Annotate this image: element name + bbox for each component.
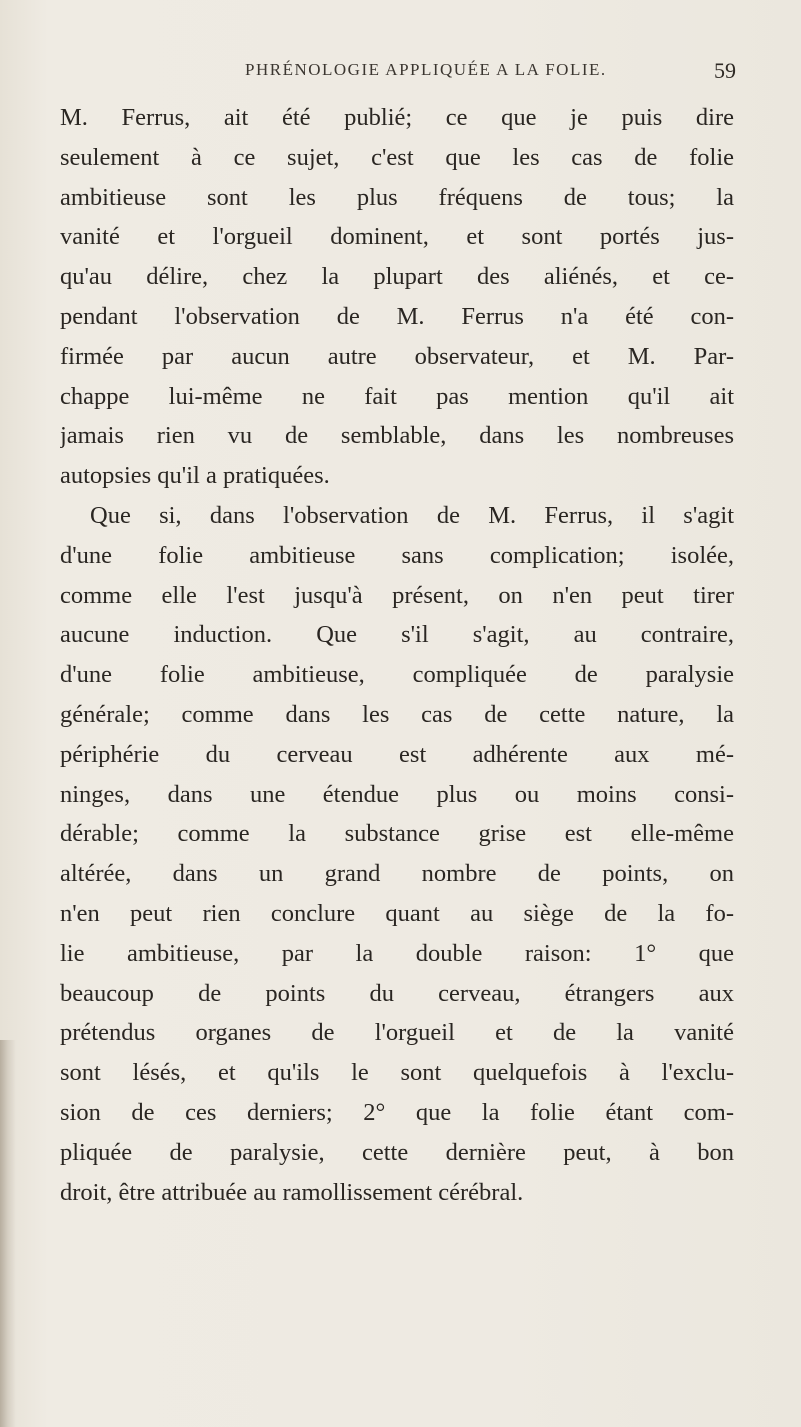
text-line: pendant l'observation de M. Ferrus n'a été con- [60, 302, 734, 330]
paragraph-end-line: autopsies qu'il a pratiquées. [60, 462, 330, 490]
text-line: générale; comme dans les cas de cette nature, la [60, 700, 734, 728]
text-line: aucune induction. Que s'il s'agit, au contraire, [60, 621, 734, 649]
paragraph-start-line: Que si, dans l'observation de M. Ferrus, il s'agit [90, 501, 734, 529]
text-line: ninges, dans une étendue plus ou moins consi- [60, 780, 734, 808]
text-line: dérable; comme la substance grise est elle-même [60, 820, 734, 848]
text-line: d'une folie ambitieuse sans complication; isolée, [60, 541, 734, 569]
text-line: M. Ferrus, ait été publié; ce que je puis dire [60, 104, 734, 131]
text-line: sion de ces derniers; 2° que la folie étant com- [60, 1098, 734, 1126]
text-line: comme elle l'est jusqu'à présent, on n'en peut tirer [60, 581, 734, 609]
paragraph-end-line: droit, être attribuée au ramollissement cérébral. [60, 1178, 524, 1206]
text-line: ambitieuse sont les plus fréquens de tous; la [60, 183, 734, 211]
running-head: PHRÉNOLOGIE APPLIQUÉE A LA FOLIE. [245, 60, 607, 79]
text-line: chappe lui-même ne fait pas mention qu'il ait [60, 382, 734, 410]
text-line: altérée, dans un grand nombre de points, on [60, 860, 734, 888]
text-line: pliquée de paralysie, cette dernière peut, à bon [60, 1138, 734, 1166]
text-line: d'une folie ambitieuse, compliquée de paralysie [60, 661, 734, 689]
text-line: n'en peut rien conclure quant au siège de la fo- [60, 899, 734, 927]
text-line: sont lésés, et qu'ils le sont quelquefois à l'exclu- [60, 1059, 734, 1087]
body-text [60, 98, 734, 1212]
text-line: prétendus organes de l'orgueil et de la vanité [60, 1019, 734, 1047]
text-line: vanité et l'orgueil dominent, et sont portés jus- [60, 223, 734, 251]
text-line: firmée par aucun autre observateur, et M. Par- [60, 342, 734, 370]
text-line: jamais rien vu de semblable, dans les nombreuses [60, 422, 734, 450]
text-line: seulement à ce sujet, c'est que les cas de folie [60, 143, 734, 171]
binding-shadow [0, 1040, 16, 1427]
page-number: 59 [714, 58, 736, 83]
text-line: beaucoup de points du cerveau, étrangers aux [60, 979, 734, 1007]
text-line: périphérie du cerveau est adhérente aux mé- [60, 740, 734, 768]
text-line: lie ambitieuse, par la double raison: 1° que [60, 939, 734, 967]
text-line: qu'au délire, chez la plupart des aliénés, et ce- [60, 263, 734, 291]
